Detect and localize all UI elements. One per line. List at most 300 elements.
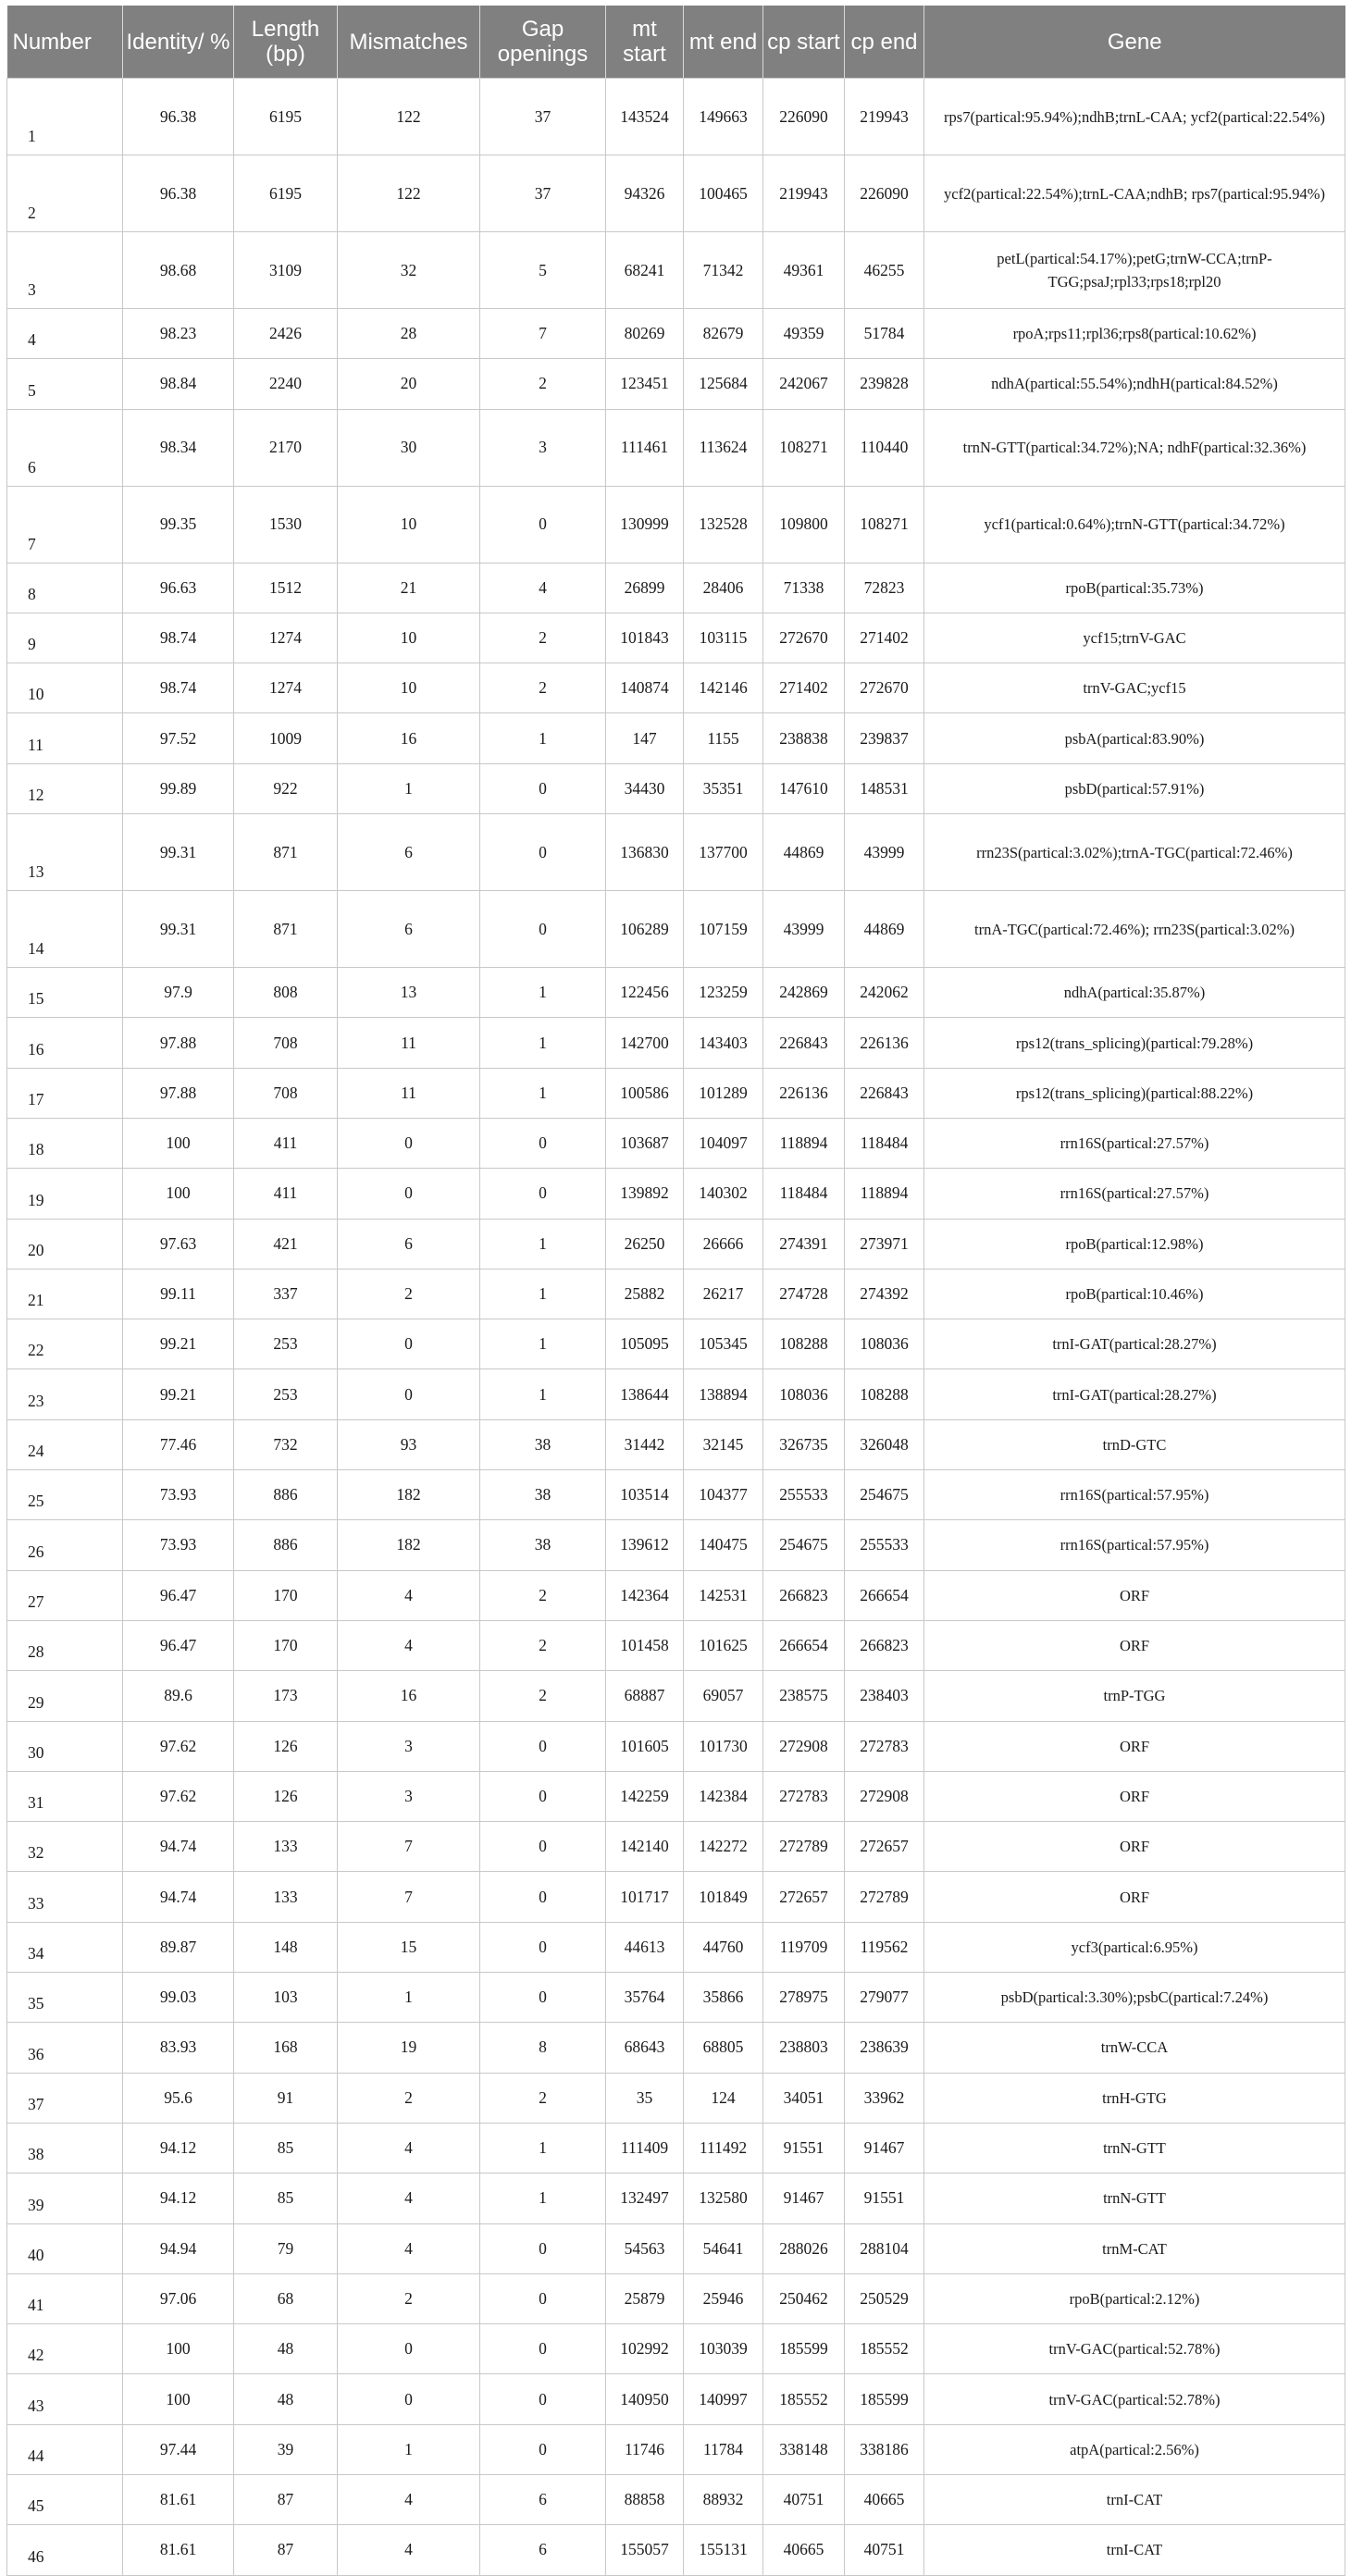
cell-mt-start: 11746 — [606, 2424, 684, 2474]
cell-number: 39 — [7, 2174, 123, 2223]
cell-gene: trnM-CAT — [924, 2223, 1345, 2273]
cell-mt-start: 26899 — [606, 563, 684, 613]
cell-gene: rpoB(partical:10.46%) — [924, 1269, 1345, 1319]
cell-gene: ycf3(partical:6.95%) — [924, 1922, 1345, 1972]
cell-mt-end: 88932 — [684, 2474, 763, 2524]
cell-length: 48 — [234, 2324, 338, 2374]
table-row — [7, 663, 1345, 713]
table-row — [7, 2273, 1345, 2323]
cell-mt-end: 107159 — [684, 891, 763, 968]
cell-cp-end: 185599 — [845, 2374, 924, 2424]
cell-cp-start: 226090 — [763, 79, 845, 155]
cell-gap-openings: 0 — [480, 814, 606, 891]
cell-cp-start: 147610 — [763, 763, 845, 813]
cell-cp-start: 71338 — [763, 563, 845, 613]
cell-number: 30 — [7, 1721, 123, 1771]
cell-number: 10 — [7, 663, 123, 713]
cell-cp-start: 272670 — [763, 613, 845, 663]
cell-length: 411 — [234, 1169, 338, 1219]
cell-cp-end: 250529 — [845, 2273, 924, 2323]
cell-mt-start: 106289 — [606, 891, 684, 968]
cell-gap-openings: 0 — [480, 763, 606, 813]
table-row — [7, 1520, 1345, 1570]
cell-number: 1 — [7, 79, 123, 155]
cell-mt-end: 142272 — [684, 1822, 763, 1872]
cell-cp-start: 278975 — [763, 1973, 845, 2023]
cell-length: 48 — [234, 2374, 338, 2424]
cell-gene: trnN-GTT(partical:34.72%);NA; ndhF(partical:32.36%) — [924, 409, 1345, 486]
cell-gene: trnN-GTT — [924, 2123, 1345, 2173]
cell-cp-start: 226843 — [763, 1018, 845, 1068]
cell-mismatches: 30 — [338, 409, 480, 486]
cell-identity: 98.68 — [123, 232, 234, 309]
cell-identity: 100 — [123, 2324, 234, 2374]
cell-cp-start: 34051 — [763, 2073, 845, 2123]
cell-gap-openings: 6 — [480, 2525, 606, 2575]
cell-number: 8 — [7, 563, 123, 613]
cell-cp-end: 119562 — [845, 1922, 924, 1972]
cell-mt-end: 132528 — [684, 486, 763, 563]
cell-gene: trnI-GAT(partical:28.27%) — [924, 1369, 1345, 1419]
cell-cp-end: 254675 — [845, 1470, 924, 1520]
cell-gene: psbD(partical:3.30%);psbC(partical:7.24%) — [924, 1973, 1345, 2023]
cell-cp-start: 108288 — [763, 1319, 845, 1369]
cell-mismatches: 182 — [338, 1520, 480, 1570]
cell-number: 40 — [7, 2223, 123, 2273]
cell-cp-end: 238639 — [845, 2023, 924, 2073]
table-row — [7, 1018, 1345, 1068]
cell-gap-openings: 0 — [480, 1973, 606, 2023]
cell-identity: 73.93 — [123, 1470, 234, 1520]
cell-mt-start: 101717 — [606, 1872, 684, 1922]
cell-mt-start: 26250 — [606, 1219, 684, 1269]
cell-identity: 97.9 — [123, 968, 234, 1018]
cell-gene: ORF — [924, 1771, 1345, 1821]
cell-length: 170 — [234, 1620, 338, 1670]
table-row — [7, 1721, 1345, 1771]
table-row — [7, 309, 1345, 359]
cell-identity: 99.89 — [123, 763, 234, 813]
cell-mismatches: 0 — [338, 1169, 480, 1219]
cell-mismatches: 13 — [338, 968, 480, 1018]
cell-gene: trnA-TGC(partical:72.46%); rrn23S(partical:3.02%) — [924, 891, 1345, 968]
cell-gap-openings: 0 — [480, 1822, 606, 1872]
cell-length: 39 — [234, 2424, 338, 2474]
table-row — [7, 1872, 1345, 1922]
cell-identity: 98.84 — [123, 359, 234, 409]
alignment-table — [6, 6, 1345, 2576]
cell-mismatches: 1 — [338, 2424, 480, 2474]
cell-mismatches: 6 — [338, 1219, 480, 1269]
cell-mismatches: 10 — [338, 613, 480, 663]
cell-mt-end: 71342 — [684, 232, 763, 309]
cell-cp-end: 108271 — [845, 486, 924, 563]
cell-mt-start: 80269 — [606, 309, 684, 359]
cell-identity: 98.74 — [123, 663, 234, 713]
cell-mt-end: 155131 — [684, 2525, 763, 2575]
cell-cp-end: 110440 — [845, 409, 924, 486]
cell-cp-start: 272783 — [763, 1771, 845, 1821]
cell-cp-end: 219943 — [845, 79, 924, 155]
cell-gene: trnD-GTC — [924, 1419, 1345, 1469]
cell-number: 41 — [7, 2273, 123, 2323]
cell-gene: ORF — [924, 1620, 1345, 1670]
cell-cp-start: 272789 — [763, 1822, 845, 1872]
cell-mt-end: 25946 — [684, 2273, 763, 2323]
cell-cp-end: 46255 — [845, 232, 924, 309]
cell-mismatches: 16 — [338, 713, 480, 763]
cell-length: 922 — [234, 763, 338, 813]
cell-length: 87 — [234, 2525, 338, 2575]
cell-cp-end: 272783 — [845, 1721, 924, 1771]
cell-mismatches: 32 — [338, 232, 480, 309]
cell-number: 25 — [7, 1470, 123, 1520]
cell-cp-start: 119709 — [763, 1922, 845, 1972]
cell-cp-end: 272657 — [845, 1822, 924, 1872]
table-row — [7, 1118, 1345, 1168]
cell-mt-start: 142364 — [606, 1570, 684, 1620]
cell-cp-end: 338186 — [845, 2424, 924, 2474]
cell-length: 133 — [234, 1872, 338, 1922]
table-row — [7, 2474, 1345, 2524]
cell-mismatches: 11 — [338, 1018, 480, 1068]
cell-mt-end: 82679 — [684, 309, 763, 359]
cell-length: 253 — [234, 1319, 338, 1369]
column-header-cp-end: cp end — [845, 6, 924, 79]
cell-gene: trnI-CAT — [924, 2474, 1345, 2524]
cell-gap-openings: 0 — [480, 486, 606, 563]
cell-gap-openings: 0 — [480, 2424, 606, 2474]
cell-gene: ORF — [924, 1721, 1345, 1771]
cell-mismatches: 19 — [338, 2023, 480, 2073]
cell-mt-start: 142140 — [606, 1822, 684, 1872]
cell-mt-start: 35 — [606, 2073, 684, 2123]
cell-cp-end: 118484 — [845, 1118, 924, 1168]
cell-mt-end: 69057 — [684, 1671, 763, 1721]
column-header-number: Number — [7, 6, 123, 79]
cell-mt-start: 103514 — [606, 1470, 684, 1520]
header-row — [7, 6, 1345, 79]
cell-identity: 96.38 — [123, 79, 234, 155]
cell-mt-start: 94326 — [606, 155, 684, 232]
table-row — [7, 1319, 1345, 1369]
cell-mt-start: 142700 — [606, 1018, 684, 1068]
cell-cp-end: 255533 — [845, 1520, 924, 1570]
table-row — [7, 2223, 1345, 2273]
cell-gene: rps7(partical:95.94%);ndhB;trnL-CAA; ycf2(partical:22.54%) — [924, 79, 1345, 155]
cell-cp-end: 279077 — [845, 1973, 924, 2023]
cell-gap-openings: 0 — [480, 891, 606, 968]
cell-gap-openings: 1 — [480, 1369, 606, 1419]
cell-cp-end: 43999 — [845, 814, 924, 891]
cell-identity: 98.74 — [123, 613, 234, 663]
cell-number: 34 — [7, 1922, 123, 1972]
cell-number: 6 — [7, 409, 123, 486]
table-row — [7, 1269, 1345, 1319]
cell-gap-openings: 8 — [480, 2023, 606, 2073]
cell-identity: 97.63 — [123, 1219, 234, 1269]
table-row — [7, 814, 1345, 891]
cell-mt-end: 113624 — [684, 409, 763, 486]
cell-number: 42 — [7, 2324, 123, 2374]
cell-gene: ycf1(partical:0.64%);trnN-GTT(partical:34.72%) — [924, 486, 1345, 563]
cell-mismatches: 2 — [338, 2273, 480, 2323]
cell-identity: 94.12 — [123, 2174, 234, 2223]
table-row — [7, 79, 1345, 155]
cell-length: 808 — [234, 968, 338, 1018]
cell-cp-start: 43999 — [763, 891, 845, 968]
cell-mismatches: 20 — [338, 359, 480, 409]
cell-cp-end: 238403 — [845, 1671, 924, 1721]
cell-mt-start: 147 — [606, 713, 684, 763]
cell-mt-start: 31442 — [606, 1419, 684, 1469]
cell-mismatches: 7 — [338, 1872, 480, 1922]
cell-number: 31 — [7, 1771, 123, 1821]
cell-identity: 100 — [123, 1118, 234, 1168]
table-row — [7, 1771, 1345, 1821]
cell-cp-start: 91551 — [763, 2123, 845, 2173]
cell-identity: 97.62 — [123, 1721, 234, 1771]
cell-gene: rrn23S(partical:3.02%);trnA-TGC(partical:72.46%) — [924, 814, 1345, 891]
cell-cp-end: 185552 — [845, 2324, 924, 2374]
cell-mt-end: 124 — [684, 2073, 763, 2123]
cell-length: 2426 — [234, 309, 338, 359]
cell-identity: 99.31 — [123, 891, 234, 968]
cell-cp-end: 326048 — [845, 1419, 924, 1469]
cell-mt-start: 132497 — [606, 2174, 684, 2223]
cell-mt-end: 103115 — [684, 613, 763, 663]
cell-gap-openings: 1 — [480, 2123, 606, 2173]
cell-number: 18 — [7, 1118, 123, 1168]
cell-identity: 98.23 — [123, 309, 234, 359]
cell-gap-openings: 1 — [480, 968, 606, 1018]
table-row — [7, 232, 1345, 309]
cell-cp-end: 288104 — [845, 2223, 924, 2273]
cell-gap-openings: 2 — [480, 1620, 606, 1670]
cell-cp-start: 272657 — [763, 1872, 845, 1922]
cell-mismatches: 28 — [338, 309, 480, 359]
cell-mt-end: 11784 — [684, 2424, 763, 2474]
cell-mt-start: 101458 — [606, 1620, 684, 1670]
cell-gap-openings: 1 — [480, 1319, 606, 1369]
cell-gene: trnN-GTT — [924, 2174, 1345, 2223]
cell-cp-start: 118484 — [763, 1169, 845, 1219]
cell-cp-end: 118894 — [845, 1169, 924, 1219]
cell-gap-openings: 0 — [480, 1721, 606, 1771]
cell-mismatches: 0 — [338, 1369, 480, 1419]
cell-mismatches: 2 — [338, 2073, 480, 2123]
cell-mt-start: 123451 — [606, 359, 684, 409]
cell-gap-openings: 2 — [480, 613, 606, 663]
cell-length: 253 — [234, 1369, 338, 1419]
cell-length: 6195 — [234, 79, 338, 155]
column-header-cp-start: cp start — [763, 6, 845, 79]
cell-gene: rpoA;rps11;rpl36;rps8(partical:10.62%) — [924, 309, 1345, 359]
cell-mismatches: 0 — [338, 1118, 480, 1168]
cell-gap-openings: 5 — [480, 232, 606, 309]
cell-cp-end: 108288 — [845, 1369, 924, 1419]
cell-gene: rrn16S(partical:27.57%) — [924, 1118, 1345, 1168]
cell-gene: rps12(trans_splicing)(partical:88.22%) — [924, 1068, 1345, 1118]
cell-number: 24 — [7, 1419, 123, 1469]
cell-cp-start: 274728 — [763, 1269, 845, 1319]
cell-gene: psbA(partical:83.90%) — [924, 713, 1345, 763]
cell-number: 45 — [7, 2474, 123, 2524]
cell-mt-end: 104097 — [684, 1118, 763, 1168]
cell-gap-openings: 1 — [480, 1269, 606, 1319]
table-row — [7, 1068, 1345, 1118]
cell-mismatches: 4 — [338, 1570, 480, 1620]
cell-gap-openings: 0 — [480, 2324, 606, 2374]
cell-cp-start: 91467 — [763, 2174, 845, 2223]
cell-gap-openings: 0 — [480, 1922, 606, 1972]
cell-identity: 89.6 — [123, 1671, 234, 1721]
cell-length: 2170 — [234, 409, 338, 486]
column-header-gene: Gene — [924, 6, 1345, 79]
cell-identity: 97.44 — [123, 2424, 234, 2474]
cell-mt-end: 28406 — [684, 563, 763, 613]
table-row — [7, 2023, 1345, 2073]
cell-mismatches: 4 — [338, 2525, 480, 2575]
table-row — [7, 713, 1345, 763]
cell-cp-end: 72823 — [845, 563, 924, 613]
cell-identity: 96.63 — [123, 563, 234, 613]
cell-cp-start: 272908 — [763, 1721, 845, 1771]
cell-length: 85 — [234, 2123, 338, 2173]
cell-length: 886 — [234, 1520, 338, 1570]
cell-mt-start: 102992 — [606, 2324, 684, 2374]
cell-mt-start: 140874 — [606, 663, 684, 713]
cell-number: 20 — [7, 1219, 123, 1269]
cell-mt-end: 105345 — [684, 1319, 763, 1369]
cell-gene: trnV-GAC(partical:52.78%) — [924, 2374, 1345, 2424]
cell-mismatches: 0 — [338, 2374, 480, 2424]
cell-cp-start: 44869 — [763, 814, 845, 891]
cell-cp-start: 40665 — [763, 2525, 845, 2575]
cell-mismatches: 0 — [338, 2324, 480, 2374]
cell-mismatches: 3 — [338, 1721, 480, 1771]
cell-mt-end: 123259 — [684, 968, 763, 1018]
cell-mt-start: 105095 — [606, 1319, 684, 1369]
cell-mismatches: 182 — [338, 1470, 480, 1520]
table-row — [7, 486, 1345, 563]
cell-length: 173 — [234, 1671, 338, 1721]
table-row — [7, 1671, 1345, 1721]
cell-cp-start: 238838 — [763, 713, 845, 763]
cell-number: 7 — [7, 486, 123, 563]
table-row — [7, 2324, 1345, 2374]
cell-cp-start: 250462 — [763, 2273, 845, 2323]
cell-cp-start: 238803 — [763, 2023, 845, 2073]
cell-length: 886 — [234, 1470, 338, 1520]
cell-mt-start: 139612 — [606, 1520, 684, 1570]
cell-gene: petL(partical:54.17%);petG;trnW-CCA;trnP-TGG;psaJ;rpl33;rps18;rpl20 — [924, 232, 1345, 309]
cell-mismatches: 1 — [338, 1973, 480, 2023]
cell-gene: trnV-GAC(partical:52.78%) — [924, 2324, 1345, 2374]
cell-mt-end: 140475 — [684, 1520, 763, 1570]
cell-gene: ycf15;trnV-GAC — [924, 613, 1345, 663]
cell-number: 38 — [7, 2123, 123, 2173]
cell-identity: 94.94 — [123, 2223, 234, 2273]
cell-cp-start: 254675 — [763, 1520, 845, 1570]
table-row — [7, 2424, 1345, 2474]
cell-mismatches: 6 — [338, 814, 480, 891]
table-row — [7, 1369, 1345, 1419]
cell-number: 35 — [7, 1973, 123, 2023]
cell-length: 1009 — [234, 713, 338, 763]
cell-gap-openings: 0 — [480, 2374, 606, 2424]
cell-mt-end: 54641 — [684, 2223, 763, 2273]
cell-cp-start: 185599 — [763, 2324, 845, 2374]
cell-number: 44 — [7, 2424, 123, 2474]
column-header-length: Length (bp) — [234, 6, 338, 79]
cell-number: 19 — [7, 1169, 123, 1219]
cell-mt-end: 101849 — [684, 1872, 763, 1922]
cell-cp-start: 219943 — [763, 155, 845, 232]
cell-mismatches: 1 — [338, 763, 480, 813]
cell-length: 871 — [234, 891, 338, 968]
cell-gap-openings: 6 — [480, 2474, 606, 2524]
cell-length: 411 — [234, 1118, 338, 1168]
table-row — [7, 1620, 1345, 1670]
cell-gap-openings: 0 — [480, 1169, 606, 1219]
cell-mismatches: 7 — [338, 1822, 480, 1872]
cell-mismatches: 2 — [338, 1269, 480, 1319]
cell-gene: ORF — [924, 1570, 1345, 1620]
cell-gene: trnI-CAT — [924, 2525, 1345, 2575]
cell-number: 28 — [7, 1620, 123, 1670]
table-row — [7, 891, 1345, 968]
cell-mt-end: 100465 — [684, 155, 763, 232]
cell-number: 2 — [7, 155, 123, 232]
cell-identity: 94.74 — [123, 1872, 234, 1922]
cell-mt-end: 142146 — [684, 663, 763, 713]
table-row — [7, 359, 1345, 409]
cell-gap-openings: 0 — [480, 2273, 606, 2323]
cell-gap-openings: 1 — [480, 2174, 606, 2223]
cell-mt-start: 88858 — [606, 2474, 684, 2524]
cell-number: 13 — [7, 814, 123, 891]
cell-gap-openings: 2 — [480, 359, 606, 409]
cell-identity: 99.03 — [123, 1973, 234, 2023]
table-row — [7, 1570, 1345, 1620]
cell-number: 27 — [7, 1570, 123, 1620]
cell-cp-end: 108036 — [845, 1319, 924, 1369]
table-row — [7, 613, 1345, 663]
cell-mt-start: 140950 — [606, 2374, 684, 2424]
cell-cp-end: 272670 — [845, 663, 924, 713]
cell-number: 29 — [7, 1671, 123, 1721]
cell-gap-openings: 1 — [480, 713, 606, 763]
cell-length: 2240 — [234, 359, 338, 409]
cell-number: 11 — [7, 713, 123, 763]
cell-cp-start: 242067 — [763, 359, 845, 409]
cell-mt-end: 26217 — [684, 1269, 763, 1319]
cell-identity: 81.61 — [123, 2474, 234, 2524]
cell-cp-end: 226136 — [845, 1018, 924, 1068]
cell-mismatches: 15 — [338, 1922, 480, 1972]
cell-identity: 94.74 — [123, 1822, 234, 1872]
cell-cp-end: 271402 — [845, 613, 924, 663]
cell-mt-start: 101843 — [606, 613, 684, 663]
cell-mt-end: 26666 — [684, 1219, 763, 1269]
cell-cp-end: 274392 — [845, 1269, 924, 1319]
cell-cp-end: 272789 — [845, 1872, 924, 1922]
cell-mismatches: 11 — [338, 1068, 480, 1118]
cell-mt-end: 142531 — [684, 1570, 763, 1620]
cell-gap-openings: 1 — [480, 1018, 606, 1068]
cell-cp-start: 49359 — [763, 309, 845, 359]
